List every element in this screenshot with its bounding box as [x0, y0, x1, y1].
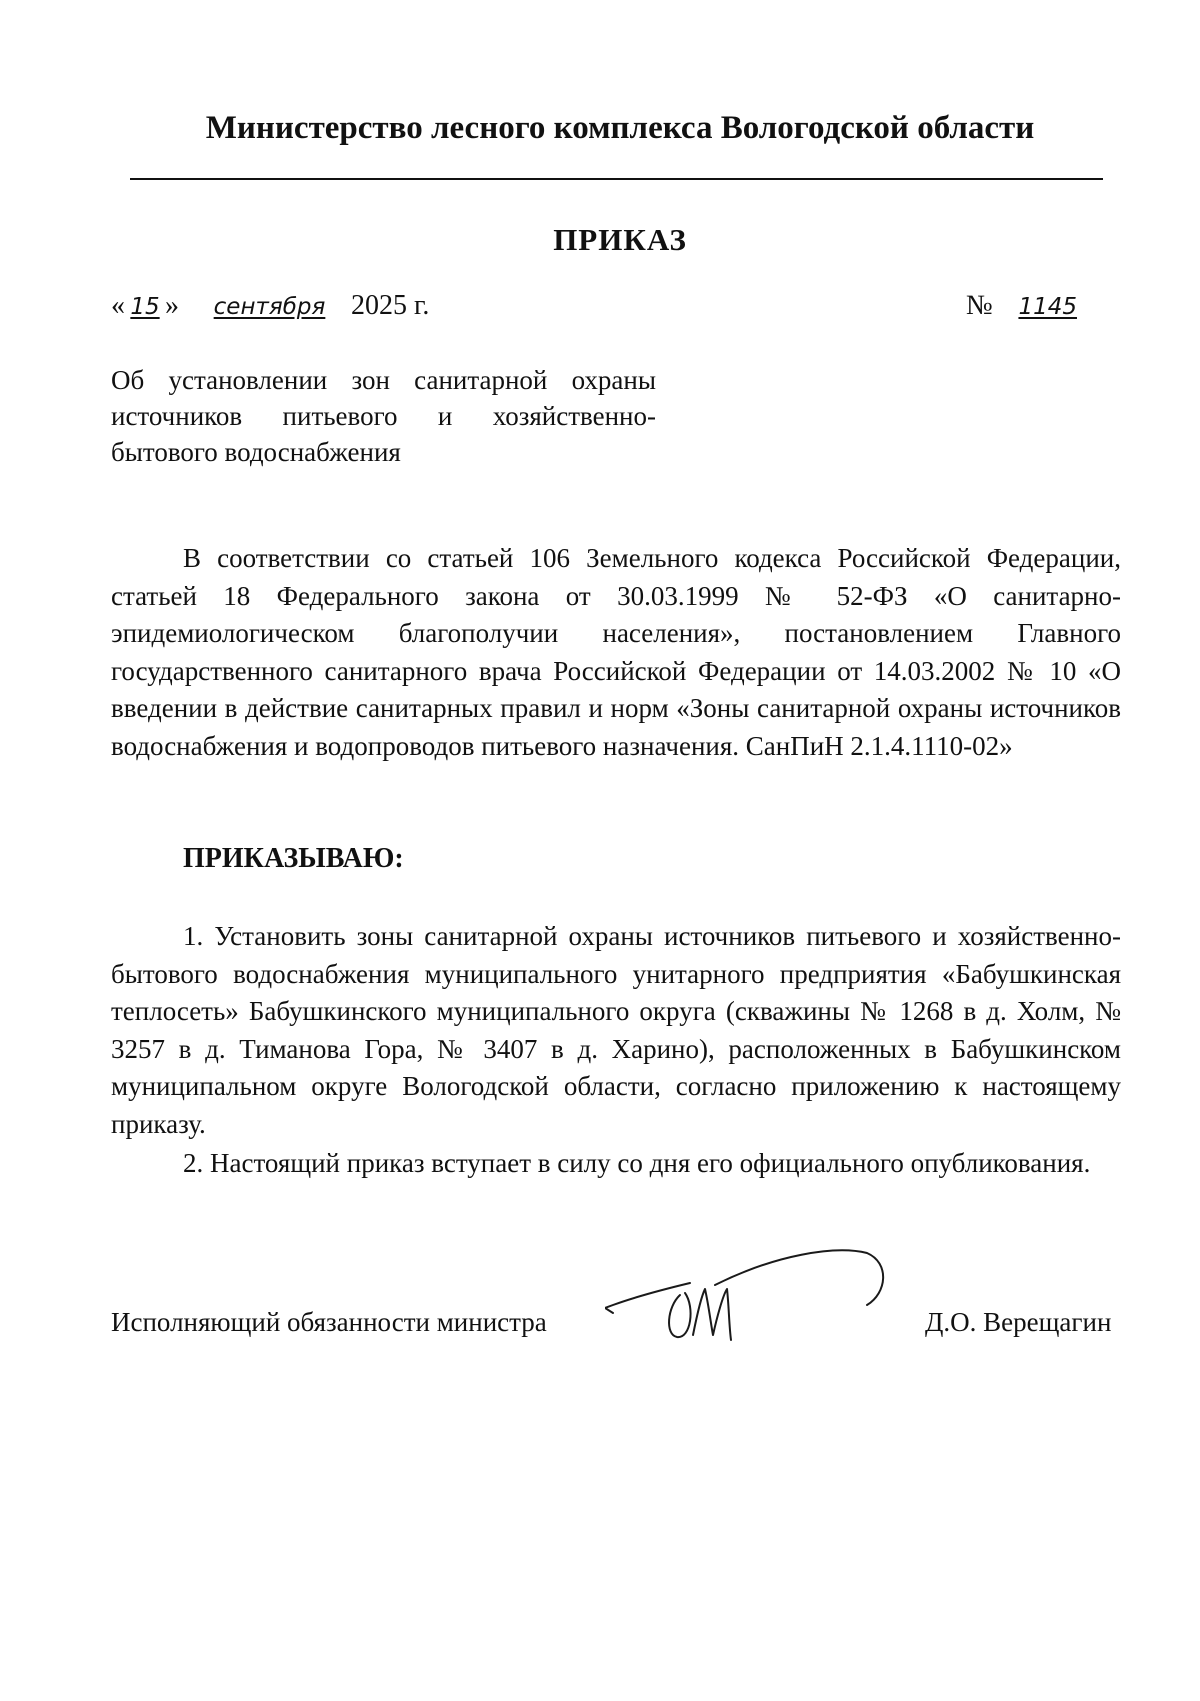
signatory-name: Д.О. Верещагин — [925, 1307, 1112, 1337]
document-type: ПРИКАЗ — [553, 222, 687, 257]
signatory-position: Исполняющий обязанности министра — [111, 1307, 547, 1337]
date-open-quote: « — [111, 290, 125, 321]
date-month: сентября — [213, 294, 326, 320]
preamble-paragraph: В соответствии со статьей 106 Земельного кодекса Российской Федерации, статьей 18 Федерального закона от 30.03.1999 № 52-ФЗ «О санитарно-эпидемиологическом благополучии населения», постановлением Главного государственного санитарного врача Российской Федерации от 14.03.2002 № 10 «О введении в действие санитарных правил и норм «Зоны санитарной охраны источников водоснабжения и водопроводов питьевого назначения. СанПиН 2.1.4.1110-02» — [111, 543, 1121, 761]
header-divider — [130, 178, 1103, 180]
order-item-1: 1. Установить зоны санитарной охраны источников питьевого и хозяйственно-бытового водоснабжения муниципального унитарного предприятия «Бабушкинская теплосеть» Бабушкинского муниципального округа (скважины № 1268 в д. Холм, № 3257 в д. Тиманова Гора, № 3407 в д. Харино), расположенных в Бабушкинском муниципальном округе Вологодской области, согласно приложению к настоящему приказу. — [111, 921, 1121, 1139]
order-subject: Об установлении зон санитарной охраны источников питьевого и хозяйственно-бытового водоснабжения — [111, 365, 656, 467]
number-sign: № — [966, 290, 993, 321]
date-year: 2025 г. — [351, 290, 430, 321]
handwritten-signature — [605, 1245, 935, 1355]
number-value: 1145 — [1018, 294, 1077, 320]
date-day: 15 — [130, 294, 160, 320]
order-date — [111, 290, 429, 322]
order-number — [966, 290, 1103, 322]
ordering-word: ПРИКАЗЫВАЮ: — [183, 843, 404, 874]
date-close-quote: » — [165, 290, 179, 321]
order-item-2: 2. Настоящий приказ вступает в силу со дня его официального опубликования. — [183, 1148, 1091, 1178]
organization-title: Министерство лесного комплекса Вологодской области — [205, 110, 1035, 146]
